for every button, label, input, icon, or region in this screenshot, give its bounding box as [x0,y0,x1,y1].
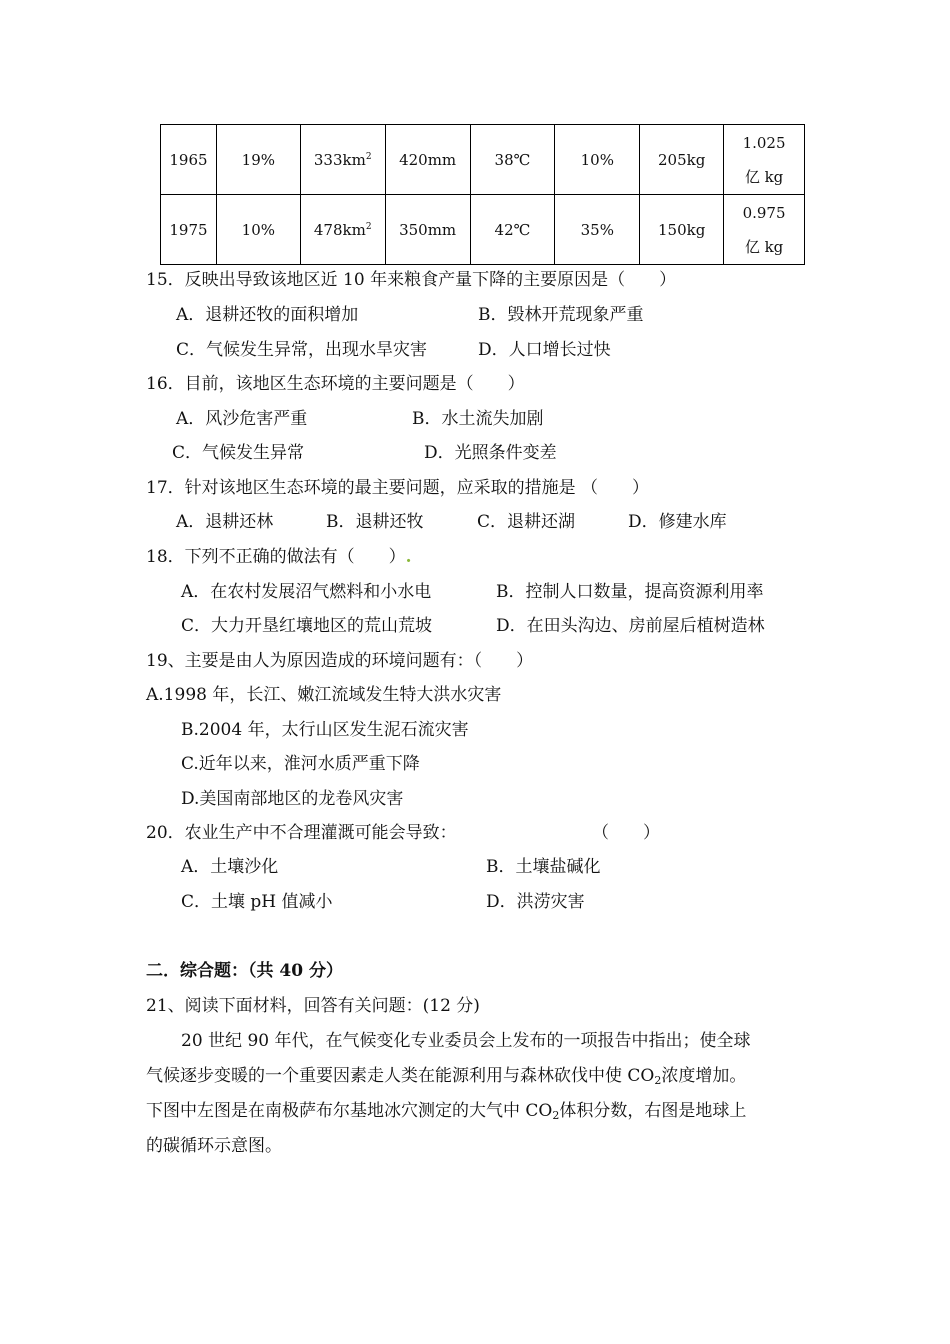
paragraph-line: 20 世纪 90 年代，在气候变化专业委员会上发布的一项报告中指出；使全球 [181,1031,751,1051]
option-17a: A．退耕还林 [176,512,274,532]
table-cell: $333km^2$ [300,125,385,195]
option-17b: B．退耕还牧 [326,512,424,532]
option-18d: D．在田头沟边、房前屋后植树造林 [496,616,765,636]
option-18c: C．大力开垦红壤地区的荒山荒坡 [181,616,433,636]
option-20b: B．土壤盐碱化 [486,857,601,877]
question-18-dot: . [405,547,412,567]
table-cell: 42℃ [470,195,555,265]
table-cell: 350mm [385,195,470,265]
option-16b: B．水土流失加剧 [412,409,544,429]
option-19c: C.近年以来，淮河水质严重下降 [181,754,420,774]
question-21: 21、阅读下面材料，回答有关问题：(12 分) [146,996,480,1016]
question-17: 17．针对该地区生态环境的最主要问题，应采取的措施是 （ ） [146,478,650,498]
table-cell: 10% [216,195,300,265]
option-15b: B．毁林开荒现象严重 [478,305,644,325]
option-15c: C．气候发生异常，出现水旱灾害 [176,340,428,360]
paragraph-line: 气候逐步变暖的一个重要因素走人类在能源利用与森林砍伐中使 $CO_2$浓度增加。 [146,1066,747,1087]
section-heading: 二．综合题：（共 40 分） [146,961,343,981]
option-20a: A．土壤沙化 [181,857,279,877]
table-cell: $478km^2$ [300,195,385,265]
table-cell: 10% [555,125,640,195]
table-cell: 1.025 亿 kg [724,125,805,195]
option-19d: D.美国南部地区的龙卷风灾害 [181,789,404,809]
option-16c: C．气候发生异常 [172,443,305,463]
table-cell: 420mm [385,125,470,195]
question-20: 20．农业生产中不合理灌溉可能会导致： [146,823,457,843]
option-18b: B．控制人口数量，提高资源利用率 [496,582,764,602]
option-19a: A.1998 年，长江、嫩江流域发生特大洪水灾害 [146,685,502,705]
option-15d: D．人口增长过快 [478,340,611,360]
data-table [160,124,805,265]
option-16a: A．风沙危害严重 [176,409,308,429]
table-cell: 35% [555,195,640,265]
option-18a: A．在农村发展沼气燃料和小水电 [181,582,432,602]
option-20d: D．洪涝灾害 [486,892,585,912]
question-20-paren: （ ） [592,823,660,843]
table-cell: 19% [216,125,300,195]
table-row [161,195,805,265]
question-15: 15．反映出导致该地区近 10 年来粮食产量下降的主要原因是（ ） [146,270,677,290]
question-18: 18．下列不正确的做法有（ ）. [146,547,412,567]
table-cell: 205kg [640,125,724,195]
table-row [161,125,805,195]
option-15a: A．退耕还牧的面积增加 [176,305,359,325]
table-cell: 1965 [161,125,217,195]
option-17d: D．修建水库 [628,512,727,532]
question-19: 19、主要是由人为原因造成的环境问题有：（ ） [146,651,534,671]
table-cell: 1975 [161,195,217,265]
option-16d: D．光照条件变差 [424,443,557,463]
option-17c: C．退耕还湖 [477,512,576,532]
table-cell: 38℃ [470,125,555,195]
question-16: 16．目前，该地区生态环境的主要问题是（ ） [146,374,525,394]
table-cell: 0.975 亿 kg [724,195,805,265]
table-cell: 150kg [640,195,724,265]
paragraph-line: 下图中左图是在南极萨布尔基地冰穴测定的大气中 $CO_2$体积分数，右图是地球上 [146,1101,747,1122]
paragraph-line: 的碳循环示意图。 [146,1136,282,1156]
option-19b: B.2004 年，太行山区发生泥石流灾害 [181,720,469,740]
option-20c: C．土壤 pH 值减小 [181,892,333,912]
